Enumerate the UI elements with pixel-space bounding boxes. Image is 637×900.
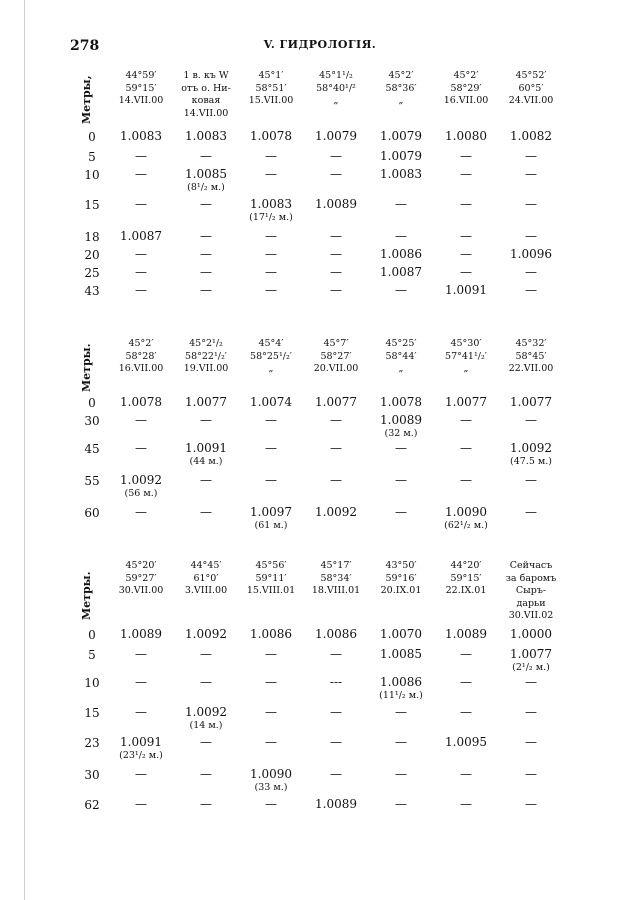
density-value: — <box>525 705 537 719</box>
density-value: — <box>330 473 342 487</box>
column-header: 45°1¹/₂ 58°40¹/² „ <box>316 70 356 106</box>
density-value: — <box>265 473 277 487</box>
density-value: — <box>525 149 537 163</box>
depth-note: (44 м.) <box>189 456 223 467</box>
depth-value: 0 <box>88 130 96 144</box>
density-value: 1.0077 <box>445 395 487 409</box>
density-value: — <box>395 735 407 749</box>
density-value: 1.0083 <box>120 129 162 143</box>
density-value: 1.0085 (8¹/₂ м.) <box>175 168 237 194</box>
density-value: 1.0086 <box>380 247 422 261</box>
density-value: — <box>460 767 472 781</box>
density-value: 1.0087 <box>380 265 422 279</box>
depth-value: 43 <box>84 284 100 298</box>
density-value: — <box>525 675 537 689</box>
density-value: — <box>200 283 212 297</box>
column-header: 45°1′ 58°51′ 15.VII.00 <box>248 70 294 106</box>
depth-value: 0 <box>88 396 96 410</box>
depth-note: (61 м.) <box>254 520 288 531</box>
density-value: — <box>200 473 212 487</box>
density-value: 1.0074 <box>250 395 292 409</box>
column-header: 45°7′ 58°27′ 20.VII.00 <box>313 338 359 374</box>
density-value: — <box>460 413 472 427</box>
depth-note: (62¹/₂ м.) <box>444 520 488 531</box>
density-value: 1.0080 <box>445 129 487 143</box>
density-value: — <box>395 705 407 719</box>
density-value: — <box>265 265 277 279</box>
column-header: 45°2′ 58°36′ „ <box>385 70 417 106</box>
density-value: — <box>525 283 537 297</box>
density-value: — <box>200 675 212 689</box>
depth-value: 5 <box>88 648 96 662</box>
density-value: — <box>265 647 277 661</box>
density-value: — <box>265 283 277 297</box>
density-value: — <box>395 473 407 487</box>
density-value: — <box>200 647 212 661</box>
density-value: — <box>525 197 537 211</box>
density-value: 1.0083 (17¹/₂ м.) <box>240 198 302 224</box>
density-value: — <box>265 441 277 455</box>
depth-note: (32 м.) <box>384 428 418 439</box>
density-value: — <box>135 167 147 181</box>
density-value: — <box>525 413 537 427</box>
column-header: 45°20′ 59°27′ 30.VII.00 <box>118 560 164 596</box>
depth-note: (8¹/₂ м.) <box>187 182 225 193</box>
density-value: — <box>330 229 342 243</box>
density-value: 1.0092 (56 м.) <box>110 474 172 500</box>
density-value: — <box>460 167 472 181</box>
density-value: 1.0097 (61 м.) <box>240 506 302 532</box>
density-value: — <box>265 229 277 243</box>
density-value: — <box>395 797 407 811</box>
density-value: 1.0086 (11¹/₂ м.) <box>370 676 432 702</box>
column-header: 43°50′ 59°16′ 20.IX.01 <box>380 560 422 596</box>
density-value: 1.0083 <box>380 167 422 181</box>
density-value: — <box>265 735 277 749</box>
column-header: 45°2¹/₂ 58°22¹/₂′ 19.VII.00 <box>183 338 229 374</box>
depth-note: (17¹/₂ м.) <box>249 212 293 223</box>
density-value: 1.0078 <box>250 129 292 143</box>
density-value: — <box>200 265 212 279</box>
density-value: — <box>135 705 147 719</box>
density-value: --- <box>329 675 343 689</box>
column-header: 1 в. къ W отъ о. Ни- ковая 14.VII.00 <box>181 70 231 119</box>
page-edge <box>24 0 25 900</box>
density-value: 1.0090 (33 м.) <box>240 768 302 794</box>
density-value: — <box>460 265 472 279</box>
depth-note: (47.5 м.) <box>510 456 552 467</box>
density-value: 1.0092 <box>185 627 227 641</box>
density-value: — <box>460 647 472 661</box>
column-header: 45°2′ 58°29′ 16.VII.00 <box>443 70 489 106</box>
depth-note: (2¹/₂ м.) <box>512 662 550 673</box>
density-value: 1.0091 (23¹/₂ м.) <box>110 736 172 762</box>
depth-value: 23 <box>84 736 100 750</box>
depth-value: 0 <box>88 628 96 642</box>
density-value: 1.0078 <box>380 395 422 409</box>
density-value: 1.0089 (32 м.) <box>370 414 432 440</box>
column-header: 44°45′ 61°0′ 3.VIII.00 <box>184 560 228 596</box>
column-header: 45°56′ 59°11′ 15.VIII.01 <box>246 560 296 596</box>
density-value: — <box>135 283 147 297</box>
density-value: 1.0079 <box>315 129 357 143</box>
depth-note: (14 м.) <box>189 720 223 731</box>
density-value: — <box>395 767 407 781</box>
density-value: — <box>525 505 537 519</box>
depth-value: 25 <box>84 266 100 280</box>
density-value: — <box>525 167 537 181</box>
density-value: — <box>525 797 537 811</box>
density-value: — <box>200 735 212 749</box>
density-value: — <box>200 149 212 163</box>
density-value: — <box>135 149 147 163</box>
depth-axis-label: Метры. <box>80 571 93 621</box>
density-value: — <box>330 283 342 297</box>
density-value: — <box>460 797 472 811</box>
column-header: 44°20′ 59°15′ 22.IX.01 <box>445 560 487 596</box>
depth-note: (56 м.) <box>124 488 158 499</box>
density-value: — <box>395 229 407 243</box>
density-value: — <box>525 767 537 781</box>
density-value: — <box>200 505 212 519</box>
density-value: — <box>330 167 342 181</box>
column-header: 45°17′ 58°34′ 18.VIII.01 <box>311 560 361 596</box>
density-value: 1.0086 <box>315 627 357 641</box>
density-value: 1.0089 <box>315 797 357 811</box>
density-value: — <box>525 229 537 243</box>
depth-note: (23¹/₂ м.) <box>119 750 163 761</box>
density-value: — <box>200 197 212 211</box>
column-header: 44°59′ 59°15′ 14.VII.00 <box>118 70 164 106</box>
density-value: — <box>265 413 277 427</box>
column-header: Сейчасъ за баромъ Сыръ- дарьи 30.VII.02 <box>505 560 557 621</box>
density-value: 1.0092 (47.5 м.) <box>500 442 562 468</box>
depth-note: (33 м.) <box>254 782 288 793</box>
density-value: — <box>135 247 147 261</box>
density-value: — <box>460 473 472 487</box>
density-value: — <box>265 705 277 719</box>
depth-value: 60 <box>84 506 100 520</box>
density-value: — <box>135 413 147 427</box>
density-value: — <box>265 797 277 811</box>
density-value: — <box>460 441 472 455</box>
density-value: — <box>135 265 147 279</box>
depth-value: 30 <box>84 414 100 428</box>
depth-value: 20 <box>84 248 100 262</box>
density-value: — <box>135 505 147 519</box>
density-value: — <box>460 149 472 163</box>
density-value: 1.0077 <box>315 395 357 409</box>
density-value: — <box>200 767 212 781</box>
density-value: — <box>330 647 342 661</box>
depth-note: (11¹/₂ м.) <box>379 690 423 701</box>
depth-value: 15 <box>84 198 100 212</box>
column-header: 45°30′ 57°41¹/₂′ „ <box>445 338 487 374</box>
density-value: 1.0090 (62¹/₂ м.) <box>435 506 497 532</box>
density-value: — <box>525 473 537 487</box>
density-value: — <box>330 441 342 455</box>
density-value: 1.0000 <box>510 627 552 641</box>
depth-value: 55 <box>84 474 100 488</box>
density-value: 1.0095 <box>445 735 487 749</box>
density-value: 1.0091 (44 м.) <box>175 442 237 468</box>
page-header <box>70 38 570 56</box>
density-value: — <box>525 735 537 749</box>
density-value: — <box>460 197 472 211</box>
density-value: — <box>200 247 212 261</box>
density-value: — <box>265 149 277 163</box>
density-value: — <box>265 167 277 181</box>
density-value: — <box>395 505 407 519</box>
density-value: 1.0077 <box>185 395 227 409</box>
density-value: — <box>330 735 342 749</box>
density-value: — <box>330 767 342 781</box>
density-value: — <box>460 247 472 261</box>
density-value: 1.0078 <box>120 395 162 409</box>
depth-value: 5 <box>88 150 96 164</box>
density-value: 1.0092 (14 м.) <box>175 706 237 732</box>
column-header: 45°4′ 58°25¹/₂′ „ <box>250 338 292 374</box>
density-value: — <box>395 283 407 297</box>
depth-axis-label: Метры, <box>80 75 93 125</box>
page-number: 278 <box>70 38 100 54</box>
density-value: — <box>330 705 342 719</box>
density-value: — <box>330 413 342 427</box>
depth-value: 10 <box>84 168 100 182</box>
density-value: 1.0086 <box>250 627 292 641</box>
density-value: 1.0082 <box>510 129 552 143</box>
density-value: — <box>460 705 472 719</box>
density-value: — <box>135 767 147 781</box>
density-value: — <box>200 797 212 811</box>
density-value: — <box>330 149 342 163</box>
column-header: 45°2′ 58°28′ 16.VII.00 <box>118 338 164 374</box>
depth-value: 15 <box>84 706 100 720</box>
depth-value: 62 <box>84 798 100 812</box>
density-value: 1.0083 <box>185 129 227 143</box>
density-value: — <box>525 265 537 279</box>
density-value: 1.0087 <box>120 229 162 243</box>
column-header: 45°32′ 58°45′ 22.VII.00 <box>508 338 554 374</box>
density-value: 1.0077 <box>510 395 552 409</box>
density-value: — <box>135 441 147 455</box>
density-value: 1.0085 <box>380 647 422 661</box>
density-value: 1.0079 <box>380 149 422 163</box>
density-value: 1.0092 <box>315 505 357 519</box>
density-value: 1.0089 <box>120 627 162 641</box>
depth-value: 18 <box>84 230 100 244</box>
density-value: — <box>265 247 277 261</box>
density-value: — <box>200 229 212 243</box>
density-value: 1.0079 <box>380 129 422 143</box>
density-value: — <box>265 675 277 689</box>
density-value: — <box>395 197 407 211</box>
depth-axis-label: Метры. <box>80 343 93 393</box>
depth-value: 30 <box>84 768 100 782</box>
column-header: 45°52′ 60°5′ 24.VII.00 <box>508 70 554 106</box>
density-value: — <box>330 265 342 279</box>
density-value: 1.0091 <box>445 283 487 297</box>
density-value: 1.0089 <box>445 627 487 641</box>
density-value: — <box>460 675 472 689</box>
depth-value: 10 <box>84 676 100 690</box>
density-value: — <box>395 441 407 455</box>
density-value: — <box>135 797 147 811</box>
density-value: — <box>135 647 147 661</box>
density-value: 1.0089 <box>315 197 357 211</box>
density-value: — <box>200 413 212 427</box>
density-value: 1.0096 <box>510 247 552 261</box>
column-header: 45°25′ 58°44′ „ <box>385 338 417 374</box>
running-title: V. ГИДРОЛОГІЯ. <box>263 38 377 51</box>
depth-value: 45 <box>84 442 100 456</box>
density-value: 1.0070 <box>380 627 422 641</box>
density-value: — <box>330 247 342 261</box>
density-value: — <box>135 197 147 211</box>
density-value: — <box>135 675 147 689</box>
density-value: 1.0077 (2¹/₂ м.) <box>500 648 562 674</box>
density-value: — <box>460 229 472 243</box>
